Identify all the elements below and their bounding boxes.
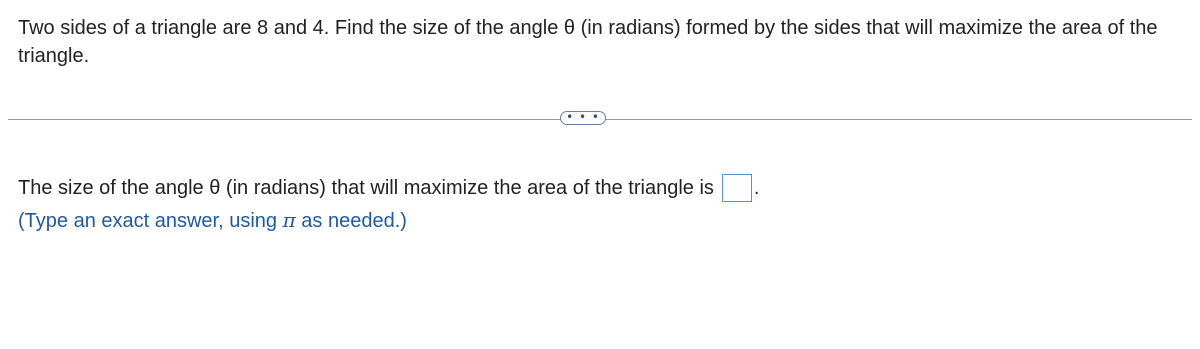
question-text: Two sides of a triangle are 8 and 4. Find the size of the angle θ (in radians) formed by the sides that will maximize the area of the triangle. (18, 17, 1158, 67)
pi-symbol: π (282, 208, 296, 232)
section-divider (8, 111, 1192, 127)
hint-suffix: as needed.) (295, 210, 407, 232)
answer-period: . (753, 177, 760, 199)
expand-button[interactable] (560, 111, 606, 125)
answer-prompt: The size of the angle θ (in radians) that will maximize the area of the triangle is (18, 177, 714, 199)
answer-hint (18, 206, 407, 235)
more-dots-icon: • • • (566, 109, 600, 124)
answer-row (18, 174, 759, 202)
hint-prefix: (Type an exact answer, using (18, 210, 283, 232)
answer-input[interactable] (722, 174, 752, 202)
